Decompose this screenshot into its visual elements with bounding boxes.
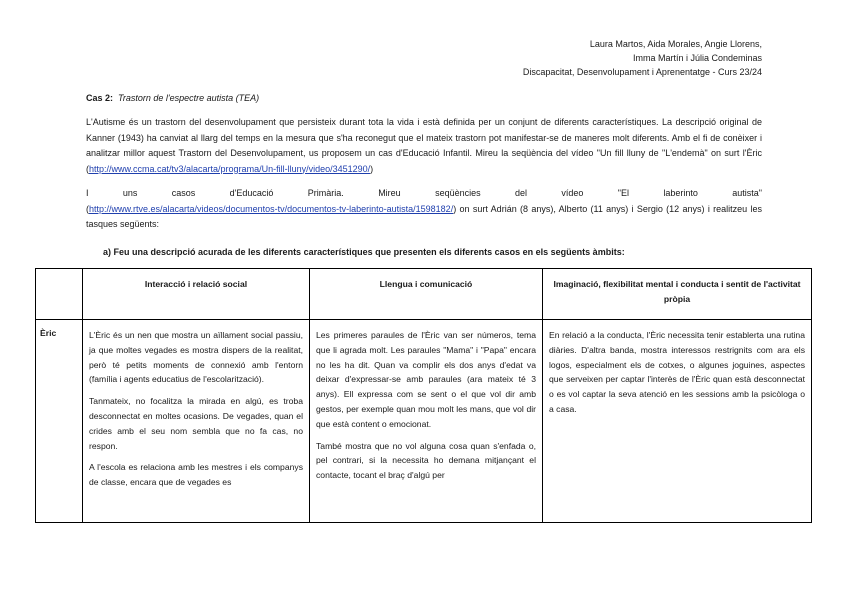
table-header-row [36,269,812,320]
cell-social-interaction [83,320,310,523]
cell-imagination-flexibility [543,320,812,523]
cell-paragraph: A l'escola es relaciona amb les mestres i els companys de classe, encara que de vegades es [89,462,303,488]
p2-word: seqüències [435,188,481,198]
table-row [36,320,812,523]
p2-word: I [86,188,89,198]
cell-paragraph: També mostra que no vol alguna cosa quan s'enfada o, pel contrari, si la necessita ho demana mitjançant el contacte, tocant el braç d'algú per [316,440,536,481]
header-empty-cell [36,269,83,320]
authors-line-1: Laura Martos, Aida Morales, Angie Llorens, [589,39,762,49]
intro-paragraph-1 [86,115,762,177]
p2-word: autista" [732,188,762,198]
p2-word: uns [122,188,138,198]
author-block [523,37,762,79]
intro-p2-rest [86,202,762,233]
p2-word: laberinto [663,188,698,198]
intro-p1-end: ) [370,163,374,174]
intro-p2-end: ) on surt Adrián (8 anys), Alberto (11 anys) i Sergio (12 anys) i realitzeu les tasques següents: [86,203,762,229]
cell-paragraph: Tanmateix, no focalitza la mirada en algú, es troba desconnectat en moltes ocasions. De vegades, quan el crides amb el seu nom sembla que no fa cas, no respon. [89,396,303,451]
intro-p2-open: ( [86,203,89,214]
intro-p2-first-line [86,186,762,202]
case-label: Cas 2: [86,93,114,103]
p2-word: del [515,188,528,198]
p2-word: vídeo [561,188,584,198]
cell-paragraph: L'Èric és un nen que mostra un aïllament social passiu, ja que moltes vegades es mostra dispers de la realitat, però té petits moments de connexió amb l'entorn (família i agents educatius de l'escolarització). [89,330,303,385]
p2-word: "El [617,188,629,198]
p2-word: casos [171,188,196,198]
case-heading [86,93,259,103]
intro-p1-text: L'Autisme és un trastorn del desenvolupament que persisteix durant tota la vida i està definida per un conjunt de diferents característiques. La descripció original de Kanner (1943) ha canviat al llarg del temps en la mesura que s'ha reconegut que el mateix trastorn pot manifestar-se de maneres molt diferents. Amb el fi de conèixer i analitzar millor aquest Trastorn del Desenvolupament, us proposem un cas d'Educació Infantil. Mireu la seqüència del vídeo "Un fill lluny de "L'endemà" on surt l'Èric ( [86,117,762,174]
p2-word: d'Educació [229,188,274,198]
ccma-video-link[interactable]: http://www.ccma.cat/tv3/alacarta/programa/Un-fill-lluny/video/3451290/ [89,163,371,174]
p2-word: Primària. [307,188,344,198]
rtve-video-link[interactable]: http://www.rtve.es/alacarta/videos/documentos-tv/documentos-tv-laberinto-autista/1598182/ [89,203,454,214]
header-imagination-flexibility: Imaginació, flexibilitat mental i conducta i sentit de l'activitat pròpia [543,269,812,320]
p2-word: Mireu [378,188,401,198]
header-social-interaction: Interacció i relació social [83,269,310,320]
header-language-communication: Llengua i comunicació [310,269,543,320]
authors-line-2: Imma Martín i Júlia Condeminas [632,53,762,63]
cell-language-communication [310,320,543,523]
intro-paragraph-2 [86,186,762,233]
analysis-table [35,268,812,523]
case-title: Trastorn de l'espectre autista (TEA) [118,93,260,103]
cell-paragraph: En relació a la conducta, l'Èric necessita tenir establerta una rutina diàries. D'altra banda, mostra interessos restrignits com ara els logos, especialment els de cotxes, o algunes joguines, aspectes que serveixen per captar l'interès de l'Èric quan està desconnectat o es vol captar la seva atenció en les sessions amb la psicòloga o a casa. [549,330,805,414]
question-a: a) Feu una descripció acurada de les diferents característiques que presenten els diferents casos en els següents àmbits: [103,247,625,257]
course-line: Discapacitat, Desenvolupament i Aprenentatge - Curs 23/24 [522,67,762,77]
row-label-eric: Èric [36,320,83,523]
cell-paragraph: Les primeres paraules de l'Èric van ser números, tema que li agrada molt. Les paraules "Mama" i "Papa" encara no les ha dit. Quan va complir els dos anys d'edat va deixar d'expressar-se amb paraules (ara mateix té 3 anys). Ell expressa com se sent o el que vol dir amb gestos, per exemple quan mou molt les mans, que vol dir que està content o emocionat. [316,330,536,429]
